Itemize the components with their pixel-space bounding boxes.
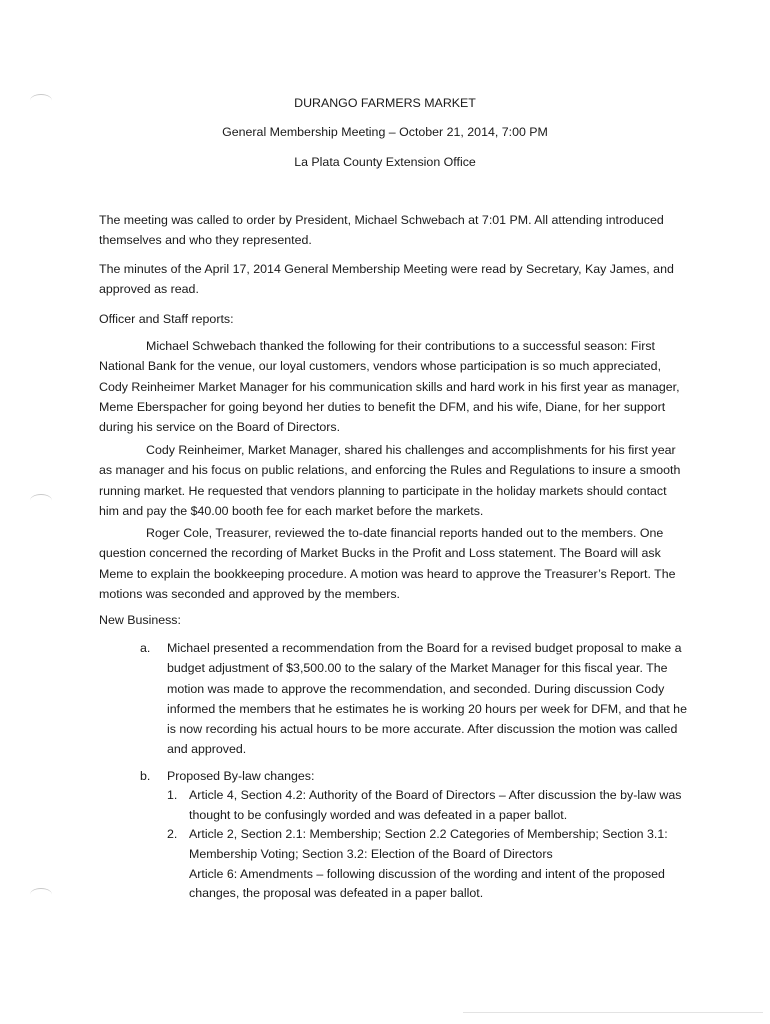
punch-hole-mark bbox=[30, 494, 52, 507]
org-title: DURANGO FARMERS MARKET bbox=[294, 96, 476, 110]
list-item bbox=[167, 825, 696, 903]
punch-hole-mark bbox=[30, 888, 52, 901]
list-item-text: Article 2, Section 2.1: Membership; Section 2.2 Categories of Membership; Section 3.1: Membership Voting; Section 3.2: Election of the Board of Directors bbox=[189, 827, 668, 862]
list-item bbox=[140, 638, 696, 760]
bylaw-list bbox=[140, 766, 696, 904]
list-marker: a. bbox=[140, 641, 151, 655]
list-marker: 1. bbox=[167, 788, 178, 803]
list-item-text: Article 4, Section 4.2: Authority of the Board of Directors – After discussion the by-law was thought to be confusingly worded and was defeated in a paper ballot. bbox=[189, 788, 682, 822]
manager-report-paragraph: Cody Reinheimer, Market Manager, shared his challenges and accomplishments for his first year as manager and his focus on public relations, and enforcing the Rules and Regulations to insure a smooth running market. He requested that vendors planning to participate in the holiday markets should contact him and pay the $40.00 booth fee for each market before the markets. bbox=[99, 443, 681, 518]
list-item-text: Proposed By-law changes: bbox=[167, 769, 315, 783]
list-item-continuation: Article 6: Amendments – following discussion of the wording and intent of the proposed changes, the proposal was defeated in a paper ballot. bbox=[189, 866, 665, 901]
officer-reports-heading: Officer and Staff reports: bbox=[99, 312, 234, 326]
new-business-list bbox=[140, 638, 696, 760]
list-item bbox=[140, 766, 696, 904]
new-business-heading: New Business: bbox=[99, 613, 181, 627]
list-item bbox=[167, 786, 696, 825]
call-to-order-paragraph: The meeting was called to order by President, Michael Schwebach at 7:01 PM. All attending introduced themselves and who they represented. bbox=[99, 213, 664, 248]
bylaw-sublist bbox=[167, 786, 696, 904]
meeting-location: La Plata County Extension Office bbox=[294, 155, 476, 169]
meeting-title: General Membership Meeting – October 21, 2014, 7:00 PM bbox=[222, 125, 548, 139]
list-item-text: Michael presented a recommendation from the Board for a revised budget proposal to make a budget adjustment of $3,500.00 to the salary of the Market Manager for this fiscal year. The motion was made to approve the recommendation, and seconded. During discussion Cody informed the members that he estimates he is working 20 hours per week for DFM, and that he is now recording his actual hours to be more accurate. After discussion the motion was called and approved. bbox=[167, 641, 687, 757]
treasurer-report-paragraph: Roger Cole, Treasurer, reviewed the to-date financial reports handed out to the members. One question concerned the recording of Market Bucks in the Profit and Loss statement. The Board will ask Meme to explain the bookkeeping procedure. A motion was heard to approve the Treasurer’s Report. The motions was seconded and approved by the members. bbox=[99, 526, 676, 601]
minutes-paragraph: The minutes of the April 17, 2014 General Membership Meeting were read by Secretary, Kay James, and approved as read. bbox=[99, 262, 674, 297]
list-marker: b. bbox=[140, 769, 151, 783]
list-marker: 2. bbox=[167, 827, 178, 842]
president-report-paragraph: Michael Schwebach thanked the following for their contributions to a successful season: First National Bank for the venue, our loyal customers, vendors whose participation is so much appreciated, Cody Reinheimer Market Manager for his communication skills and hard work in his first year as manager, Meme Eberspacher for going beyond her duties to benefit the DFM, and his wife, Diane, for her support during his service on the Board of Directors. bbox=[99, 339, 680, 435]
footer-rule bbox=[463, 1012, 763, 1013]
